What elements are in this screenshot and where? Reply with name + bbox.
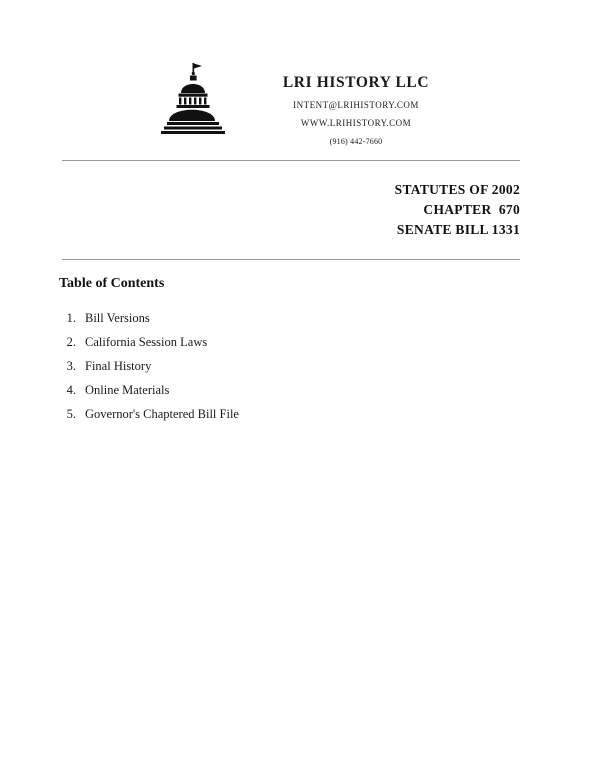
list-item-label: Final History xyxy=(85,359,152,373)
list-item-number: 2. xyxy=(66,335,76,349)
brand-block xyxy=(231,58,481,146)
list-item[interactable] xyxy=(59,306,479,330)
company-phone: (916) 442-7660 xyxy=(329,137,383,146)
company-email: INTENT@LRIHISTORY.COM xyxy=(293,100,419,110)
letterhead xyxy=(0,58,600,146)
list-item-number: 4. xyxy=(66,383,76,397)
list-item-label: Bill Versions xyxy=(85,311,150,325)
list-item-number: 5. xyxy=(66,407,76,421)
list-item-number: 3. xyxy=(66,359,76,373)
list-item-label: Governor's Chaptered Bill File xyxy=(85,407,239,421)
capitol-dome-logo-icon xyxy=(159,62,231,136)
list-item[interactable] xyxy=(59,330,479,354)
list-item-number: 1. xyxy=(66,311,76,325)
list-item[interactable] xyxy=(59,402,479,426)
bill-number: SENATE BILL 1331 xyxy=(396,222,520,237)
list-item-label: California Session Laws xyxy=(85,335,208,349)
statutes-year: STATUTES OF 2002 xyxy=(394,182,520,197)
statute-heading xyxy=(395,180,520,240)
divider-top xyxy=(62,160,520,161)
page-title: Table of Contents xyxy=(59,276,165,291)
company-website: WWW.LRIHISTORY.COM xyxy=(300,118,412,128)
chapter-number: CHAPTER 670 xyxy=(423,202,520,217)
company-name: LRI HISTORY LLC xyxy=(282,74,430,91)
table-of-contents-list xyxy=(59,306,479,426)
divider-bottom xyxy=(62,259,520,260)
list-item[interactable] xyxy=(59,378,479,402)
list-item[interactable] xyxy=(59,354,479,378)
list-item-label: Online Materials xyxy=(85,383,170,397)
